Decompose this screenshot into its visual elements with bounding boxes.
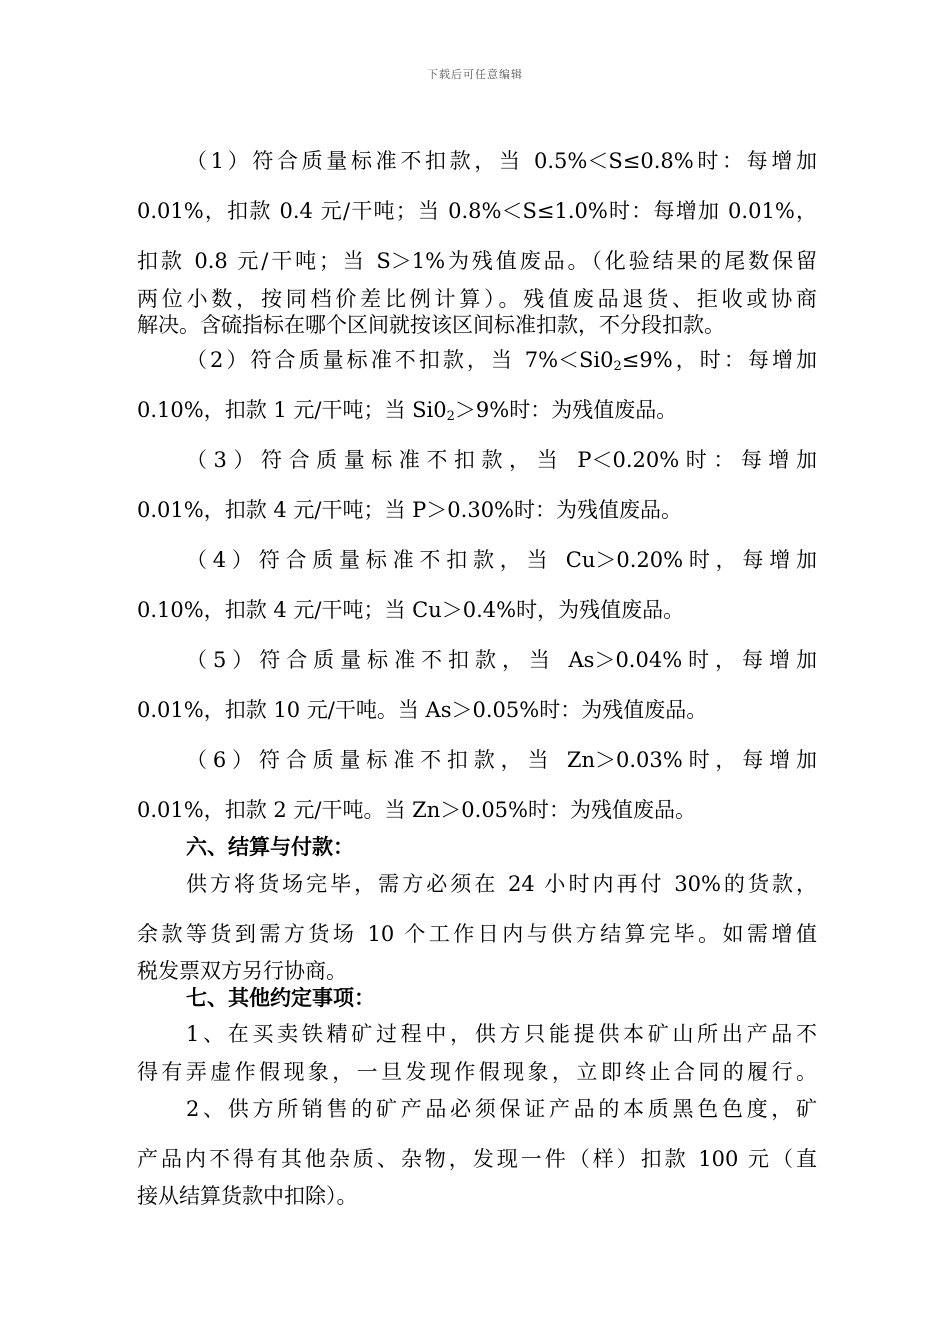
clause-as-line-2: 0.01%，扣款 10 元/干吨。当 As＞0.05%时：为残值废品。 — [137, 698, 708, 722]
clause-as-line-1: （5）符合质量标准不扣款，当 As＞0.04%时，每增加 — [186, 648, 817, 672]
other-terms-1-line-2: 得有弄虚作假现象，一旦发现作假现象，立即终止合同的履行。 — [137, 1060, 817, 1084]
clause-si-line-1 — [186, 346, 817, 374]
clause-p-line-2: 0.01%，扣款 4 元/干吨；当 P＞0.30%时：为残值废品。 — [137, 498, 683, 522]
other-terms-2-line-2: 产品内不得有其他杂质、杂物，发现一件（样）扣款 100 元（直 — [137, 1147, 817, 1171]
subscript-2: 2 — [446, 409, 455, 424]
clause-s-line-5: 解决。含硫指标在哪个区间就按该区间标准扣款，不分段扣款。 — [137, 313, 725, 337]
other-terms-2-line-3: 接从结算货款中扣除）。 — [137, 1184, 358, 1208]
clause-si-text-d: ＞9%时：为残值废品。 — [454, 398, 678, 422]
page-header: 下载后可任意编辑 — [427, 68, 523, 81]
settlement-line-1: 供方将货场完毕，需方必须在 24 小时内再付 30%的货款， — [186, 872, 817, 896]
other-terms-2-line-1: 2、供方所销售的矿产品必须保证产品的本质黑色色度，矿 — [186, 1097, 817, 1121]
settlement-line-2: 余款等货到需方货场 10 个工作日内与供方结算完毕。如需增值 — [137, 922, 817, 946]
clause-si-text-a: （2）符合质量标准不扣款，当 7%＜Si0 — [186, 348, 614, 372]
clause-si-text-b: ≤9%，时：每增加 — [621, 348, 817, 372]
clause-s-line-1: （1）符合质量标准不扣款，当 0.5%＜S≤0.8%时：每增加 — [186, 149, 817, 173]
clause-s-line-4: 两位小数，按同档价差比例计算）。残值废品退货、拒收或协商 — [137, 287, 817, 311]
clause-cu-line-2: 0.10%，扣款 4 元/干吨；当 Cu＞0.4%时，为残值废品。 — [137, 598, 685, 622]
clause-zn-line-1: （6）符合质量标准不扣款，当 Zn＞0.03%时，每增加 — [186, 748, 817, 772]
clause-p-line-1: （3）符合质量标准不扣款，当 P＜0.20%时：每增加 — [186, 448, 817, 472]
clause-si-text-c: 0.10%，扣款 1 元/干吨；当 Si0 — [137, 398, 447, 422]
settlement-line-3: 税发票双方另行协商。 — [137, 959, 347, 983]
clause-si-line-2 — [137, 396, 817, 424]
subscript-2: 2 — [613, 359, 622, 374]
clause-s-line-3: 扣款 0.8 元/干吨；当 S＞1%为残值废品。（化验结果的尾数保留 — [137, 249, 817, 273]
clause-s-line-2: 0.01%，扣款 0.4 元/干吨；当 0.8%＜S≤1.0%时：每增加 0.01%， — [137, 199, 817, 223]
section-heading-other-terms: 七、其他约定事项： — [186, 985, 375, 1010]
clause-zn-line-2: 0.01%，扣款 2 元/干吨。当 Zn＞0.05%时：为残值废品。 — [137, 798, 697, 822]
section-heading-settlement: 六、结算与付款： — [186, 834, 354, 859]
other-terms-1-line-1: 1、在买卖铁精矿过程中，供方只能提供本矿山所出产品不 — [186, 1022, 817, 1046]
clause-cu-line-1: （4）符合质量标准不扣款，当 Cu＞0.20%时，每增加 — [186, 548, 817, 572]
